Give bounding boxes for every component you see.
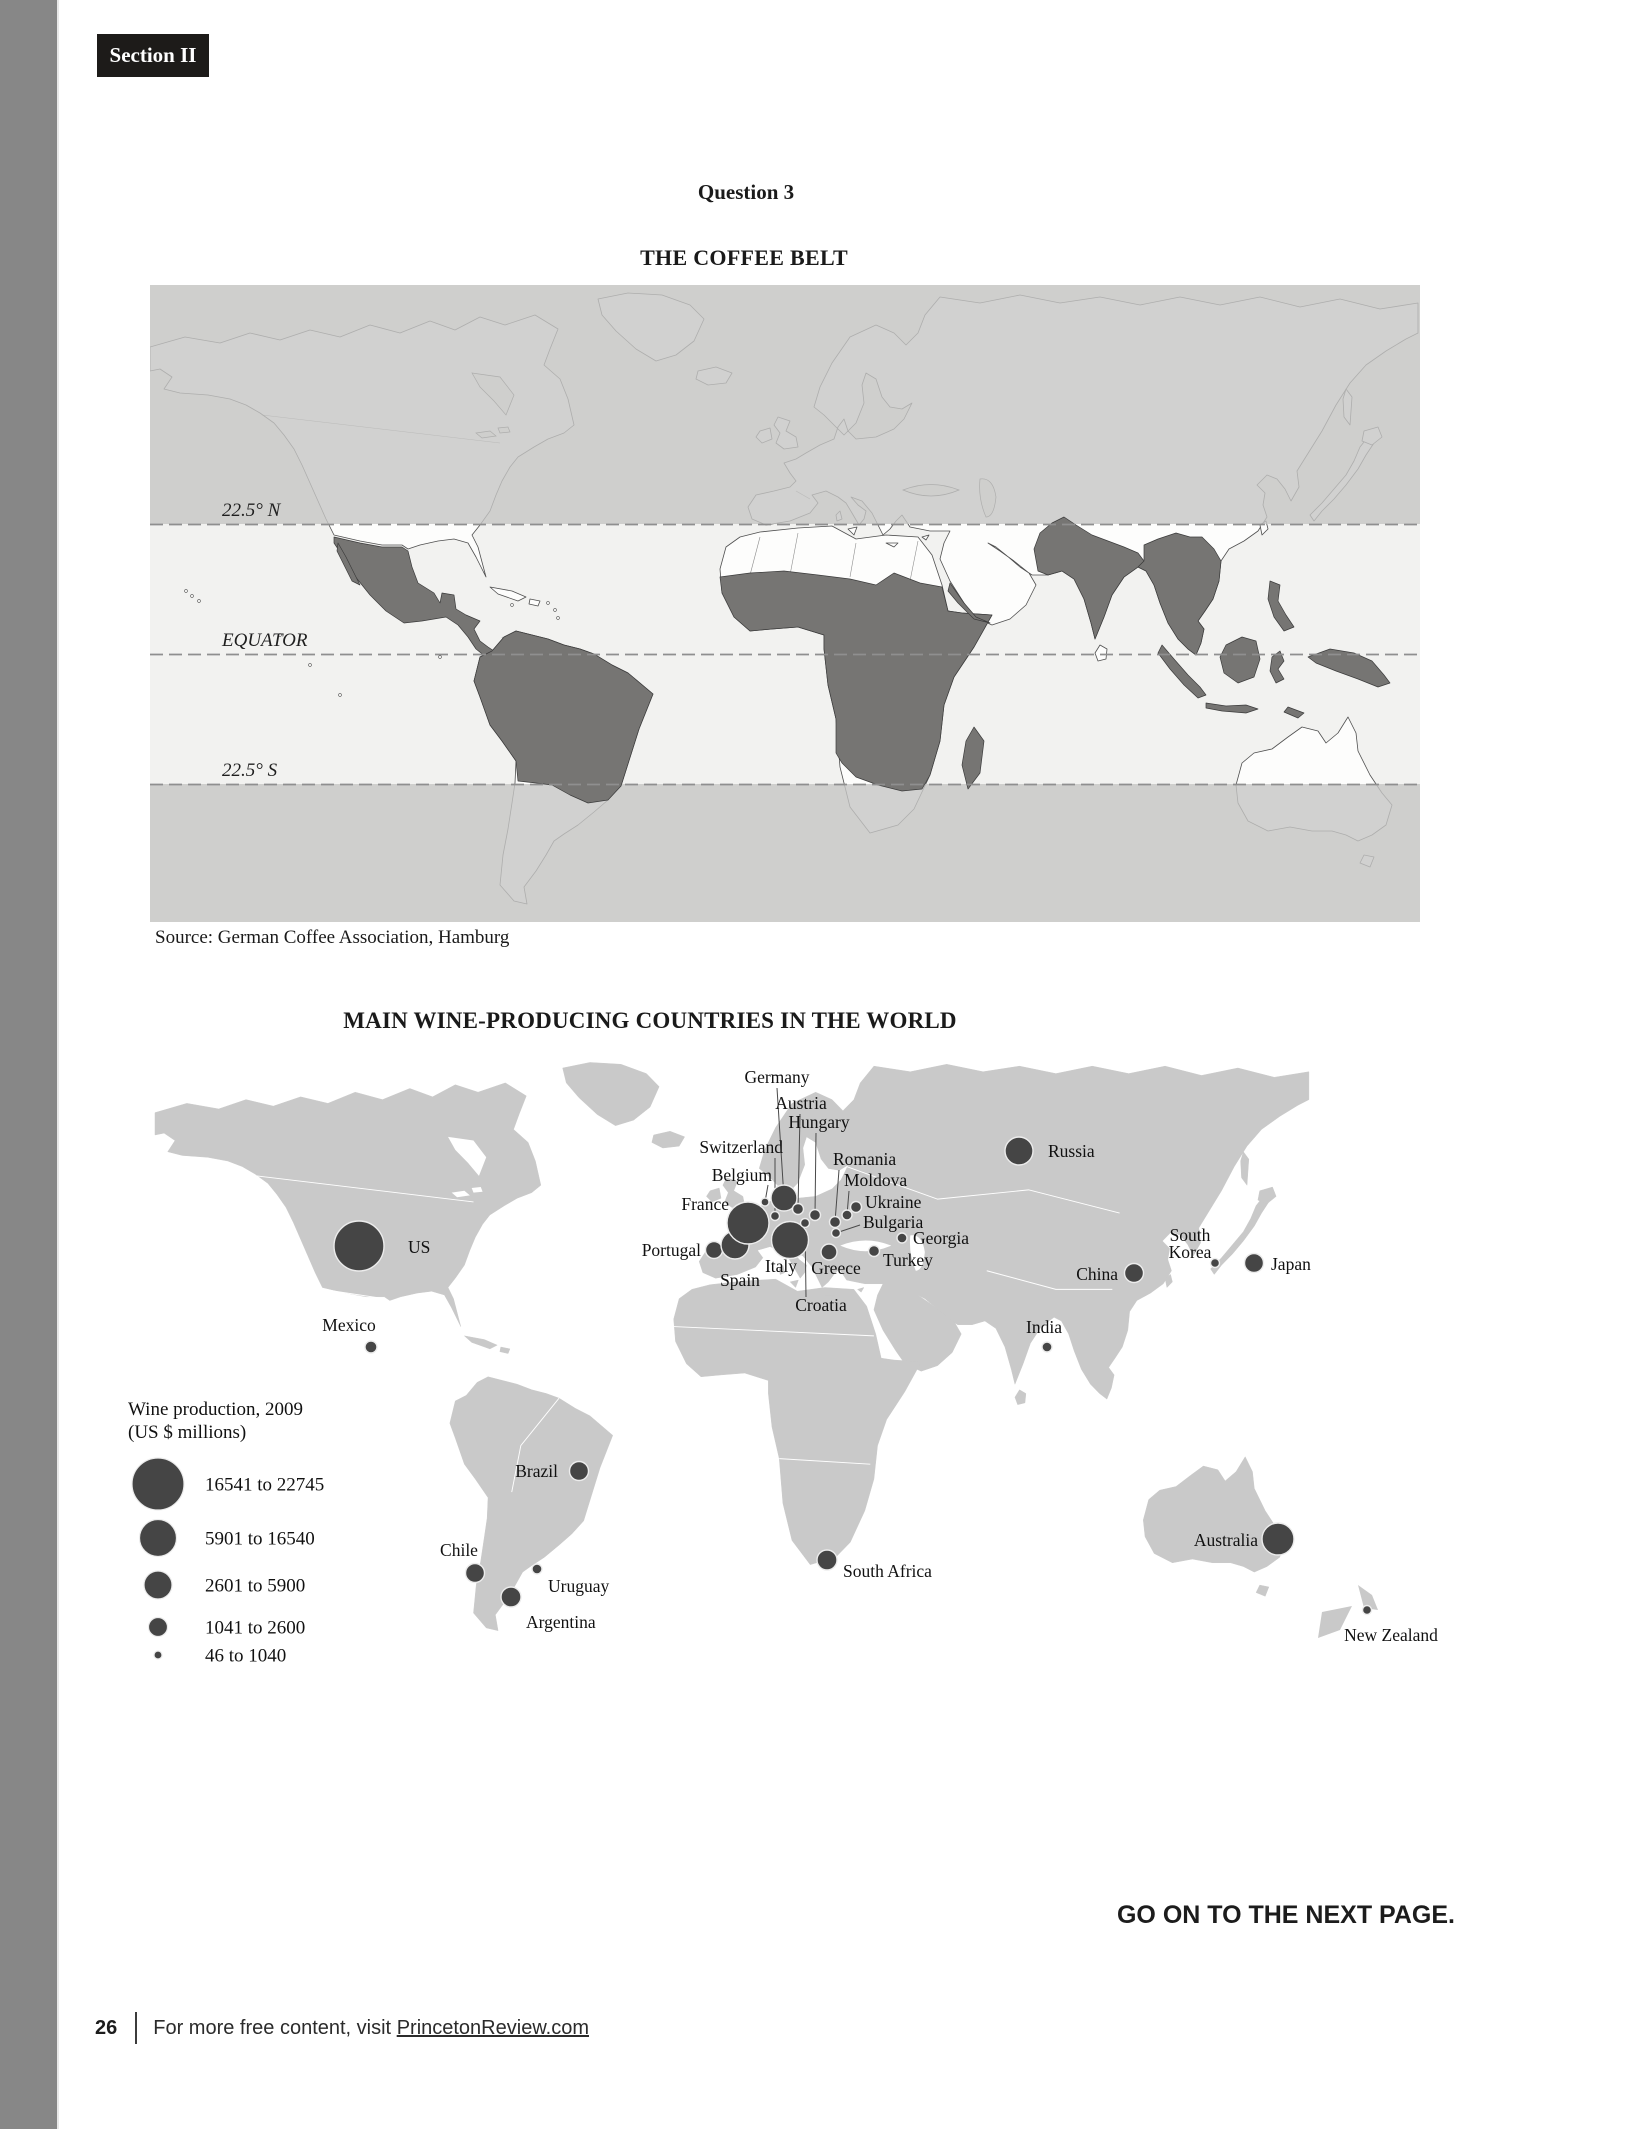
land-cuba (464, 1336, 497, 1349)
wine-label-greece: Greece (811, 1258, 861, 1278)
footer-divider (135, 2012, 137, 2044)
land-srilanka (1015, 1390, 1026, 1405)
wine-label-japan: Japan (1271, 1254, 1311, 1274)
wine-circle-uruguay (532, 1564, 542, 1574)
legend-label-3: 1041 to 2600 (205, 1617, 306, 1639)
land-greenland (563, 1062, 659, 1125)
section-badge (97, 34, 209, 77)
tropic-south-label: 22.5° S (222, 760, 278, 781)
land-australia (1143, 1457, 1285, 1572)
wine-circle-new-zealand (1363, 1606, 1372, 1615)
wine-label-italy: Italy (764, 1256, 798, 1276)
legend-label-4: 46 to 1040 (205, 1645, 287, 1667)
small-island (309, 664, 312, 667)
wine-circle-ukraine (851, 1202, 862, 1213)
coffee-map-source: Source: German Coffee Association, Hamburg (155, 927, 510, 948)
wine-label-austria: Austria (775, 1093, 827, 1113)
wine-circle-argentina (501, 1587, 521, 1607)
coffee-south-gray-zone (150, 784, 1420, 922)
land-cyprus (858, 1288, 864, 1293)
small-island (554, 609, 557, 612)
wine-circle-south-africa (817, 1550, 837, 1570)
wine-label-portugal: Portugal (641, 1240, 701, 1260)
wine-circle-austria (793, 1204, 804, 1215)
wine-circle-romania (830, 1217, 841, 1228)
wine-map (0, 1050, 1640, 1790)
wine-circle-croatia (801, 1219, 810, 1228)
wine-label-germany: Germany (744, 1067, 810, 1087)
wine-label-argentina: Argentina (526, 1612, 596, 1632)
small-island (547, 602, 550, 605)
coffee-map-title: THE COFFEE BELT (640, 245, 848, 270)
wine-label-uruguay: Uruguay (548, 1576, 610, 1596)
wine-label-south-africa: South Africa (843, 1561, 932, 1581)
small-island (191, 595, 194, 598)
wine-map-legend (128, 1399, 324, 1667)
wine-label-brazil: Brazil (515, 1461, 558, 1481)
page-footer (95, 2012, 589, 2044)
wine-label-chile: Chile (440, 1540, 478, 1560)
footer-promo-text: For more free content, visit (153, 2016, 392, 2039)
wine-circle-belgium (761, 1198, 769, 1206)
legend-label-2: 2601 to 5900 (205, 1575, 306, 1597)
wine-label-china: China (1076, 1264, 1118, 1284)
small-island (439, 656, 442, 659)
wine-label-bulgaria: Bulgaria (863, 1212, 924, 1232)
land-iceland (652, 1131, 685, 1148)
wine-circle-japan (1245, 1254, 1264, 1273)
coffee-belt-map (150, 285, 1420, 922)
wine-label-croatia: Croatia (795, 1295, 847, 1315)
small-island (339, 694, 342, 697)
wine-label-spain: Spain (720, 1270, 760, 1290)
wine-circle-india (1042, 1342, 1052, 1352)
wine-label-france: France (681, 1194, 729, 1214)
land-hokkaido (1258, 1187, 1276, 1204)
wine-circle-mexico (365, 1341, 377, 1353)
legend-circle-4 (154, 1651, 162, 1659)
wine-label-switzerland: Switzerland (699, 1137, 783, 1157)
legend-label-0: 16541 to 22745 (205, 1474, 325, 1496)
wine-circle-hungary (810, 1210, 821, 1221)
wine-circle-us (334, 1221, 384, 1271)
footer-promo-link[interactable]: PrincetonReview.com (396, 2016, 589, 2039)
coffee-north-gray-zone (150, 285, 1420, 524)
wine-circle-russia (1005, 1137, 1033, 1165)
legend-circle-3 (149, 1618, 168, 1637)
land-hispaniola (500, 1347, 510, 1354)
wine-circle-switzerland (771, 1212, 780, 1221)
legend-circle-1 (140, 1520, 177, 1557)
equator-label: EQUATOR (222, 630, 308, 651)
legend-title-line1: Wine production, 2009 (128, 1399, 303, 1420)
wine-circle-georgia (897, 1233, 907, 1243)
wine-map-title: MAIN WINE-PRODUCING COUNTRIES IN THE WORLD (343, 1008, 957, 1033)
legend-label-1: 5901 to 16540 (205, 1528, 315, 1550)
wine-label-australia: Australia (1193, 1530, 1258, 1550)
wine-circle-portugal (706, 1242, 723, 1259)
wine-label-belgium: Belgium (711, 1165, 772, 1185)
wine-label-mexico: Mexico (322, 1315, 376, 1335)
small-island (185, 590, 188, 593)
land-na (155, 1083, 541, 1327)
wine-label-south-korea: South Korea (1168, 1225, 1212, 1262)
small-island (198, 600, 201, 603)
legend-circle-2 (144, 1571, 172, 1599)
small-island (557, 617, 560, 620)
legend-title-line2: (US $ millions) (128, 1422, 247, 1443)
wine-circle-moldova (842, 1210, 852, 1220)
wine-circle-brazil (570, 1462, 589, 1481)
wine-circle-south-korea (1211, 1259, 1220, 1268)
land-sicily (790, 1280, 798, 1287)
legend-circle-0 (132, 1458, 184, 1510)
wine-label-romania: Romania (833, 1149, 897, 1169)
wine-label-hungary: Hungary (788, 1112, 850, 1132)
section-badge-label: Section II (109, 43, 197, 67)
wine-circle-bulgaria (832, 1229, 841, 1238)
wine-label-moldova: Moldova (844, 1170, 908, 1190)
wine-label-new-zealand: New Zealand (1344, 1625, 1438, 1645)
wine-label-ukraine: Ukraine (865, 1192, 922, 1212)
wine-circle-australia (1262, 1523, 1294, 1555)
page-number: 26 (95, 2016, 118, 2039)
wine-label-us: US (408, 1237, 431, 1257)
wine-label-turkey: Turkey (883, 1250, 933, 1270)
wine-circle-china (1125, 1264, 1144, 1283)
wine-circle-france (727, 1202, 769, 1244)
land-sakhalin (1241, 1152, 1249, 1185)
wine-label-georgia: Georgia (913, 1228, 970, 1248)
wine-circle-chile (466, 1564, 485, 1583)
wine-label-india: India (1026, 1317, 1062, 1337)
land-tasmania (1256, 1585, 1269, 1596)
wine-label-russia: Russia (1048, 1141, 1095, 1161)
tropic-north-label: 22.5° N (222, 500, 281, 521)
small-island (511, 604, 514, 607)
question-title: Question 3 (697, 180, 795, 204)
wine-circle-turkey (869, 1246, 880, 1257)
go-on-text: GO ON TO THE NEXT PAGE. (1116, 1901, 1455, 1929)
